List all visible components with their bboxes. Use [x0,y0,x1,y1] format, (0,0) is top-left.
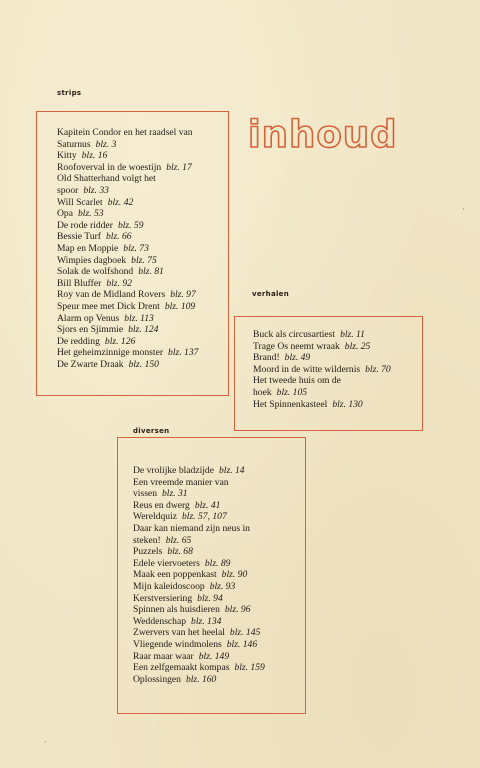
entry-page-ref: blz. 57, 107 [181,511,227,523]
toc-entry [133,569,265,581]
entry-page-ref: blz. 130 [332,398,363,410]
entry-page-ref: blz. 96 [224,604,251,616]
entry-page-ref: blz. 109 [164,300,196,312]
toc-entry [253,329,391,341]
entry-page-ref: blz. 68 [167,546,193,558]
entry-page-ref: blz. 25 [344,340,371,352]
toc-entry [57,243,198,255]
diversen-list [133,465,265,685]
toc-entry [133,674,265,686]
paper-speck: · [462,205,465,214]
entry-page-ref: blz. 49 [284,352,311,364]
toc-entry [57,266,198,278]
entry-page-ref: blz. 126 [104,335,136,347]
entry-title: hoek [253,386,272,398]
toc-entry [57,162,198,174]
entry-page-ref: blz. 113 [124,312,154,324]
entry-page-ref: blz. 17 [166,161,192,173]
toc-entry [133,558,265,570]
toc-entry [253,375,391,387]
entry-title: Buck als circusartiest [253,329,336,340]
entry-page-ref: blz. 42 [107,196,134,208]
entry-title: Puzzels [133,546,163,558]
toc-entry [133,627,265,639]
toc-entry [57,139,198,151]
entry-page-ref: blz. 53 [77,208,104,220]
section-label-verhalen: verhalen [252,290,289,298]
entry-title: Map en Moppie [57,242,119,254]
entry-title: Roy van de Midland Rovers [57,289,166,301]
verhalen-frame [234,316,423,431]
toc-entry [133,523,265,535]
entry-title: De redding [57,335,100,347]
entry-page-ref: blz. 70 [365,363,391,375]
entry-page-ref: blz. 137 [168,347,199,359]
entry-title: Will Scarlet [57,196,103,208]
toc-entry [57,289,198,301]
strips-frame [36,111,229,396]
entry-title: Moord in de witte wildernis [253,363,361,375]
entry-title: Brand! [253,352,280,364]
entry-page-ref: blz. 73 [123,242,149,254]
toc-entry [253,364,391,376]
paper-speck: · [44,738,47,747]
entry-title: Raar maar waar [133,650,194,662]
toc-entry [253,387,391,399]
entry-title: Wereldquiz [133,511,177,523]
entry-title: Vliegende windmolens [133,638,222,650]
entry-title: Wimpies dagboek [57,254,127,266]
entry-title: Reus en dwerg [133,499,190,511]
entry-page-ref: blz. 92 [106,277,132,289]
toc-entry [57,127,198,139]
entry-title: De vrolijke bladzijde [133,465,214,476]
entry-page-ref: blz. 16 [81,150,108,162]
entry-title: Kapitein Condor en het raadsel van [57,127,193,138]
entry-page-ref: blz. 160 [185,673,217,685]
section-label-strips: strips [57,89,82,97]
entry-page-ref: blz. 93 [209,580,236,592]
toc-entry [133,465,265,477]
strips-list [57,127,198,370]
entry-title: vissen [133,488,157,500]
entry-title: spoor [57,184,79,196]
entry-title: Trage Os neemt wraak [253,340,340,352]
toc-entry [253,341,391,353]
entry-title: Alarm op Venus [57,312,120,324]
entry-page-ref: blz. 11 [340,329,365,340]
entry-page-ref: blz. 97 [170,289,196,301]
toc-entry [133,546,265,558]
entry-title: Sjors en Sjimmie [57,324,124,336]
toc-entry [133,604,265,616]
entry-page-ref: blz. 134 [191,615,222,627]
entry-page-ref: blz. 65 [165,534,192,546]
entry-page-ref: blz. 105 [276,386,308,398]
entry-page-ref: blz. 33 [83,184,109,196]
entry-page-ref: blz. 90 [221,569,248,581]
entry-title: Bill Bluffer [57,277,102,289]
entry-page-ref: blz. 31 [161,488,188,500]
entry-title: Een zelfgemaakt kompas [133,662,230,674]
entry-title: Speur mee met Dick Drent [57,300,160,312]
toc-entry [57,313,198,325]
entry-page-ref: blz. 149 [198,650,230,662]
entry-title: Maak een poppenkast [133,569,217,581]
entry-page-ref: blz. 94 [197,592,223,604]
toc-entry [133,477,265,489]
toc-entry [133,581,265,593]
toc-entry [57,173,198,185]
entry-title: Old Shatterhand volgt het [57,173,156,185]
entry-title: Het Spinnenkasteel [253,398,328,410]
diversen-frame [117,437,306,714]
entry-page-ref: blz. 41 [194,499,221,511]
toc-entry [253,399,391,411]
toc-entry [57,220,198,232]
entry-page-ref: blz. 145 [229,627,261,639]
entry-title: Oplossingen [133,673,181,685]
entry-page-ref: blz. 59 [117,219,144,231]
section-label-diversen: diversen [133,427,170,435]
entry-page-ref: blz. 75 [131,254,157,266]
entry-title: Weddenschap [133,615,187,627]
toc-entry [57,197,198,209]
entry-title: Saturnus [57,138,91,150]
entry-title: Solak de wolfshond [57,266,134,278]
toc-entry [253,352,391,364]
toc-entry [57,324,198,336]
entry-page-ref: blz. 89 [204,557,231,569]
entry-title: Mijn kaleidoscoop [133,580,205,592]
entry-title: Spinnen als huisdieren [133,604,220,616]
entry-page-ref: blz. 66 [105,231,132,243]
toc-entry [57,336,198,348]
toc-entry [133,651,265,663]
entry-page-ref: blz. 150 [128,358,159,370]
entry-title: Het geheimzinnige monster [57,347,164,359]
toc-entry [133,662,265,674]
entry-title: De Zwarte Draak [57,358,124,370]
entry-title: Roofoverval in de woestijn [57,161,162,173]
toc-entry [133,500,265,512]
toc-entry [57,231,198,243]
contents-heading [246,116,416,156]
toc-entry [57,150,198,162]
verhalen-list [253,329,391,410]
entry-title: Daar kan niemand zijn neus in [133,522,250,534]
toc-entry [133,593,265,605]
toc-entry [57,347,198,359]
toc-entry [57,208,198,220]
entry-title: Zwervers van het heelal [133,627,225,639]
toc-entry [57,255,198,267]
entry-page-ref: blz. 3 [95,138,117,150]
entry-title: Opa [57,208,73,220]
contents-heading-text: inhoud [248,116,398,156]
entry-title: steken! [133,534,161,546]
toc-entry [133,639,265,651]
toc-entry [133,616,265,628]
entry-title: Kitty [57,150,77,162]
toc-entry [133,535,265,547]
entry-title: Het tweede huis om de [253,375,341,387]
entry-title: Een vreemde manier van [133,476,229,488]
entry-page-ref: blz. 14 [219,465,245,476]
entry-title: De rode ridder [57,219,113,231]
entry-title: Bessie Turf [57,231,101,243]
toc-entry [57,359,198,371]
toc-entry [133,511,265,523]
toc-entry [133,488,265,500]
entry-page-ref: blz. 81 [138,266,164,278]
entry-page-ref: blz. 146 [226,638,258,650]
toc-entry [57,185,198,197]
entry-title: Edele viervoeters [133,557,200,569]
entry-title: Kerstversiering [133,592,193,604]
entry-page-ref: blz. 159 [234,662,265,674]
toc-entry [57,278,198,290]
entry-page-ref: blz. 124 [128,324,159,336]
toc-entry [57,301,198,313]
